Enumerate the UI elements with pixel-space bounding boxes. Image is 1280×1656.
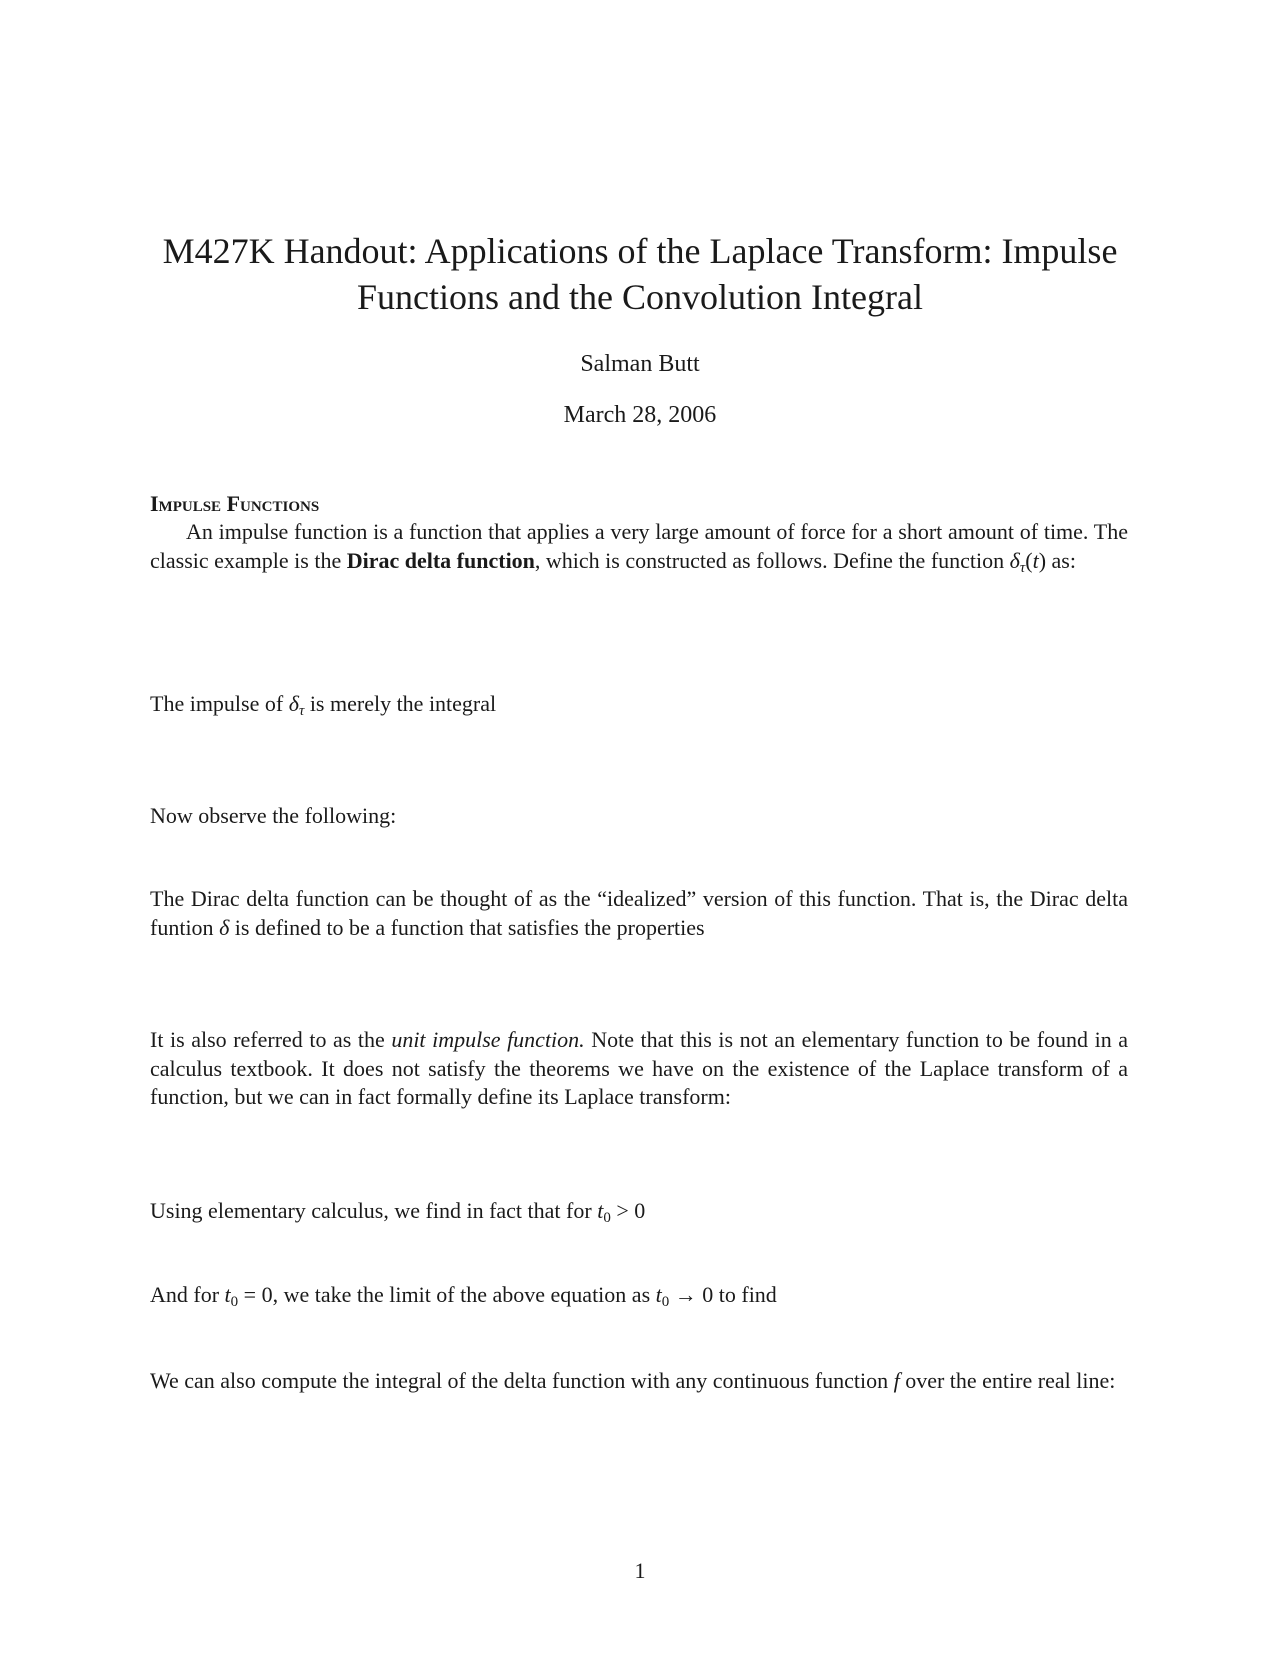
text-run: = 0, we take the limit of the above equation as (238, 1282, 656, 1307)
text-run: ( (1025, 547, 1033, 573)
paragraph-elementary-calculus (150, 1197, 1128, 1233)
text-run: The impulse of (150, 691, 289, 716)
text-run: An impulse function is a function that applies a very large amount of force for a short amount of time. The classic example is the (150, 519, 1128, 573)
math-t: t (224, 1282, 231, 1307)
math-t: t (1032, 547, 1039, 573)
math-sub-zero: 0 (230, 1294, 239, 1310)
author-name: Salman Butt (580, 351, 700, 377)
page-number: 1 (634, 1558, 646, 1583)
math-delta: δ (288, 691, 299, 716)
math-t: t (655, 1282, 662, 1307)
text-run: It is also referred to as the (150, 1027, 392, 1052)
text-run: > 0 (610, 1198, 646, 1223)
text-run: We can also compute the integral of the delta function with any continuous function (150, 1368, 894, 1393)
math-sub-tau: τ (298, 703, 305, 719)
section-heading-impulse-functions: Impulse Functions (150, 491, 320, 516)
paragraph-impulse-definition (150, 518, 1128, 582)
math-delta: δ (219, 914, 230, 940)
document-date: March 28, 2006 (563, 402, 717, 428)
paragraph-impulse-integral (150, 690, 1128, 726)
dirac-delta-term: Dirac delta function (346, 547, 535, 573)
unit-impulse-term: unit impulse function. (391, 1027, 585, 1052)
text-run: is merely the integral (304, 691, 497, 716)
text-run: Note that this is not an elementary function to be found in a calculus textbook. It does not satisfy the theorems we have on the existence of the Laplace transform of a function, but we can in fact formally define its Laplace transform: (150, 1027, 1129, 1109)
math-sub-zero: 0 (603, 1210, 611, 1226)
paragraph-unit-impulse (150, 1026, 1128, 1112)
paragraph-limit (150, 1281, 1128, 1317)
math-f: f (893, 1368, 900, 1393)
text-run: And for (150, 1282, 225, 1307)
math-sub-zero: 0 (661, 1294, 670, 1310)
paragraph-idealized (150, 885, 1128, 942)
text-run: , which is constructed as follows. Define the function (534, 547, 1010, 573)
text-run: The Dirac delta function can be thought of as the “idealized” version of this function. That is, the Dirac delta funtion (150, 886, 1128, 940)
text-run: → 0 to find (669, 1282, 777, 1307)
title-line-1: M427K Handout: Applications of the Laplace Transform: Impulse (162, 231, 1118, 271)
text-run: ) as: (1038, 547, 1076, 573)
paragraph-observe: Now observe the following: (150, 803, 397, 828)
text-run: over the entire real line: (899, 1368, 1116, 1393)
text-run: Using elementary calculus, we find in fact that for (150, 1198, 598, 1223)
title-line-2: Functions and the Convolution Integral (357, 277, 923, 317)
math-delta: δ (1009, 547, 1020, 573)
math-t: t (597, 1198, 604, 1223)
paragraph-continuous-function (150, 1367, 1128, 1396)
document-title (140, 228, 1140, 320)
math-sub-tau: τ (1019, 559, 1026, 576)
text-run: is defined to be a function that satisfies the properties (229, 914, 705, 940)
